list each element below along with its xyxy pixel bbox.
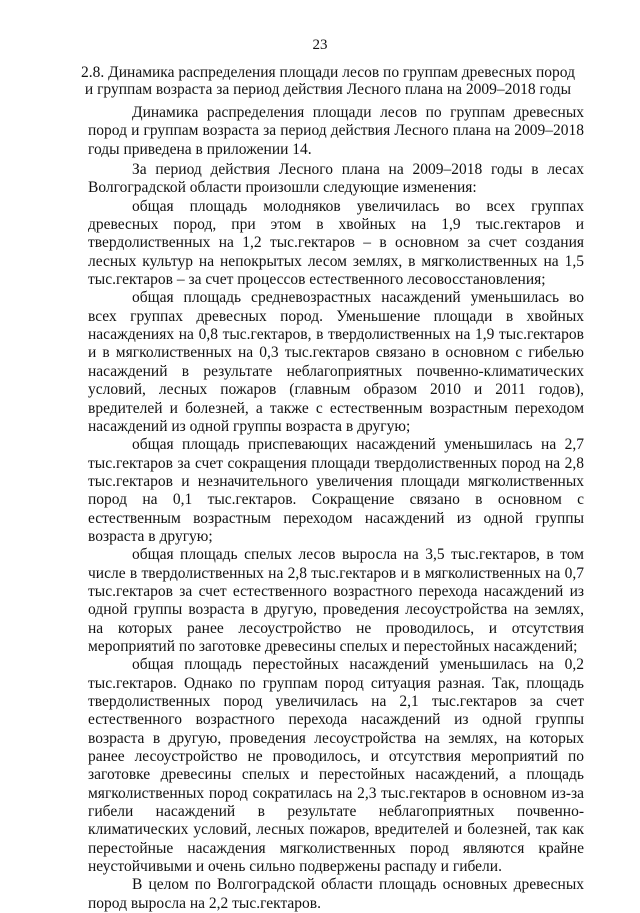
section-heading bbox=[78, 64, 578, 98]
document-body bbox=[88, 104, 584, 913]
paragraph-changes-overview: За период действия Лесного плана на 2009–2018 годы в лесах Волгоградской области произошли следующие изменения: bbox=[88, 161, 584, 197]
paragraph-overmature-stands: общая площадь перестойных насаждений уменьшилась на 0,2 тыс.гектаров. Однако по группам пород ситуация разная. Так, площадь твердолиственных пород увеличилась на 2,1 тыс.гектаров за счет естественного возрастного перехода насаждений из одной группы возраста в другую, проведения лесоустройства на землях, на которых ранее лесоустройство не проводилось, и отсутствия мероприятий по заготовке древесины спелых и перестойных насаждений, а площадь мягколиственных пород сократилась на 2,3 тыс.гектаров в основном из-за гибели насаждений в результате неблагоприятных почвенно-климатических условий, лесных пожаров, вредителей и болезней, так как перестойные насаждения мягколиственных пород являются крайне неустойчивыми и очень сильно подвержены распаду и гибели. bbox=[88, 656, 584, 876]
paragraph-maturing-stands: общая площадь приспевающих насаждений уменьшилась на 2,7 тыс.гектаров за счет сокращения площади твердолиственных пород на 2,8 тыс.гектаров и незначительного увеличения площади мягколиственных пород на 0,1 тыс.гектаров. Сокращение связано в основном с естественным возрастным переходом насаждений из одной группы возраста в другую; bbox=[88, 436, 584, 545]
paragraph-young-stands: общая площадь молодняков увеличилась во всех группах древесных пород, при этом в хвойных на 1,9 тыс.гектаров и твердолиственных на 1,2 тыс.гектаров – в основном за счет создания лесных культур на непокрытых лесом землях, в мягколиственных на 1,5 тыс.гектаров – за счет процессов естественного лесовосстановления; bbox=[88, 197, 584, 289]
paragraph-conclusion: В целом по Волгоградской области площадь основных древесных пород выросла на 2,2 тыс.гектаров. bbox=[88, 876, 584, 912]
page-number: 23 bbox=[312, 37, 328, 53]
section-heading-line-1: 2.8. Динамика распределения площади лесов по группам древесных пород bbox=[81, 64, 575, 81]
paragraph-intro: Динамика распределения площади лесов по группам древесных пород и группам возраста за период действия Лесного плана на 2009–2018 годы приведена в приложении 14. bbox=[88, 104, 584, 158]
paragraph-mature-forests: общая площадь спелых лесов выросла на 3,5 тыс.гектаров, в том числе в твердолиственных на 2,8 тыс.гектаров и в мягколиственных на 0,7 тыс.гектаров за счет естественного возрастного перехода насаждений из одной группы возраста в другую, проведения лесоустройства на землях, на которых ранее лесоустройство не проводилось, и отсутствия мероприятий по заготовке древесины спелых и перестойных насаждений; bbox=[88, 546, 584, 655]
section-heading-line-2: и группам возраста за период действия Лесного плана на 2009–2018 годы bbox=[84, 81, 572, 98]
paragraph-middle-aged-stands: общая площадь средневозрастных насаждений уменьшилась во всех группах древесных пород. Уменьшение площади в хвойных насаждениях на 0,8 тыс.гектаров, в твердолиственных на 1,9 тыс.гектаров и в мягколиственных на 0,3 тыс.гектаров связано в основном с гибелью насаждений в результате неблагоприятных почвенно-климатических условий, лесных пожаров (главным образом 2010 и 2011 годов), вредителей и болезней, а также с естественным возрастным переходом насаждений из одной группы возраста в другую; bbox=[88, 289, 584, 435]
